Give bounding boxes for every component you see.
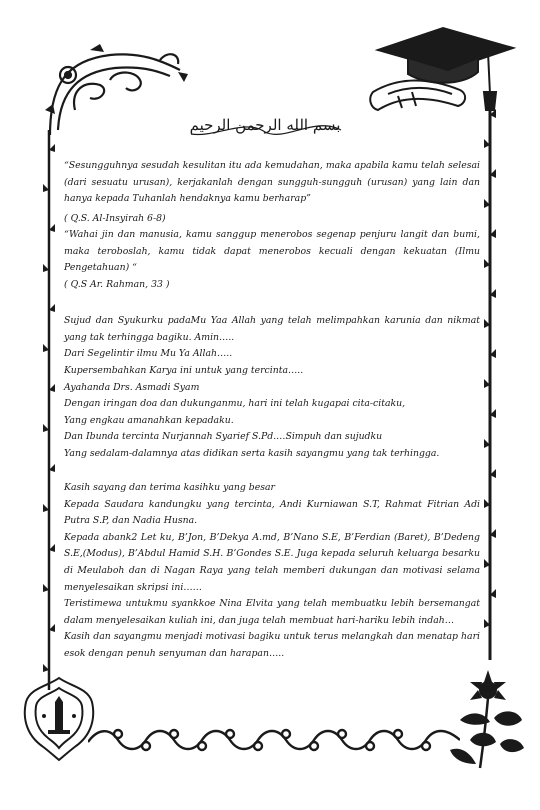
quote-text: “Sesungguhnya sesudah kesulitan itu ada kemudahan, maka apabila kamu telah selesai (dari sesuatu urusan), kerjakanlah dengan sungguh-sungguh (urusan) yang lain dan hanya kepada Tuhanlah hendaknya kamu berharap” (64, 160, 480, 205)
thanks-line: Teristimewa untukmu syankkoe Nina Elvita yang telah membuatku lebih bersemangat dalam menyelesaikan kuliah ini, dan juga telah membuat hari-hariku lebih indah… (64, 598, 480, 626)
quote-reference: ( Q.S. Al-Insyirah 6-8) (64, 212, 166, 224)
dedication-line: Dari Segelintir ilmu Mu Ya Allah….. (64, 348, 233, 360)
dedication-line: Kupersembahkan Karya ini untuk yang tercinta….. (64, 365, 304, 377)
thanks-line: Kasih dan sayangmu menjadi motivasi bagiku untuk terus melangkah dan menatap hari esok dengan penuh senyuman dan harapan….. (64, 631, 480, 659)
quote-insyirah (64, 158, 480, 227)
dedication-line: Dengan iringan doa dan dukunganmu, hari ini telah kugapai cita-citaku, (64, 398, 406, 410)
dedication-line: Sujud dan Syukurku padaMu Yaa Allah yang telah melimpahkan karunia dan nikmat yang tak terhingga bagiku. Amin….. (64, 315, 480, 343)
flower-ornament-icon (440, 660, 530, 770)
dedication-line: Yang sedalam-dalamnya atas didikan serta kasih sayangmu yang tak terhingga. (64, 447, 440, 459)
bottom-scroll-border-icon (88, 720, 460, 760)
thanks-line: Kasih sayang dan terima kasihku yang besar (64, 482, 275, 494)
thanks-section (64, 480, 480, 662)
thanks-line: Kepada abank2 Let ku, B’Jon, B’Dekya A.md, B’Nano S.E, B’Ferdian (Baret), B’Dedeng S.E,(Modus), B’Abdul Hamid S.H. B’Gondes S.E. Juga kepada seluruh keluarga besarku di Meulaboh dan di Nagan Raya yang telah memberi dukungan dan motivasi selama menyelesaikan skripsi ini…… (64, 531, 480, 593)
university-seal-icon (20, 672, 98, 762)
basmalah-calligraphy (185, 108, 345, 144)
quote-text: “Wahai jin dan manusia, kamu sanggup menerobos segenap penjuru langit dan bumi, maka teroboslah, kamu tidak dapat menerobos kecuali dengan kekuatan (Ilmu Pengetahuan) “ (64, 229, 480, 274)
right-vine-border-icon (483, 100, 497, 660)
left-vine-border-icon (42, 130, 56, 690)
dedication-content (64, 158, 480, 662)
quote-ar-rahman (64, 227, 480, 293)
quote-reference: ( Q.S Ar. Rahman, 33 ) (64, 278, 170, 290)
ornament-corner-icon (40, 40, 190, 140)
basmalah-text: بسم الله الرحمن الرحيم (189, 116, 341, 134)
dedication-line: Ayahanda Drs. Asmadi Syam (64, 381, 200, 393)
dedication-line: Dan Ibunda tercinta Nurjannah Syarief S.Pd.…Simpuh dan sujudku (64, 431, 383, 443)
dedication-section (64, 313, 480, 462)
thanks-line: Kepada Saudara kandungku yang tercinta, Andi Kurniawan S.T, Rahmat Fitrian Adi Putra S.P, dan Nadia Husna. (64, 498, 480, 527)
dedication-line: Yang engkau amanahkan kepadaku. (64, 414, 234, 426)
